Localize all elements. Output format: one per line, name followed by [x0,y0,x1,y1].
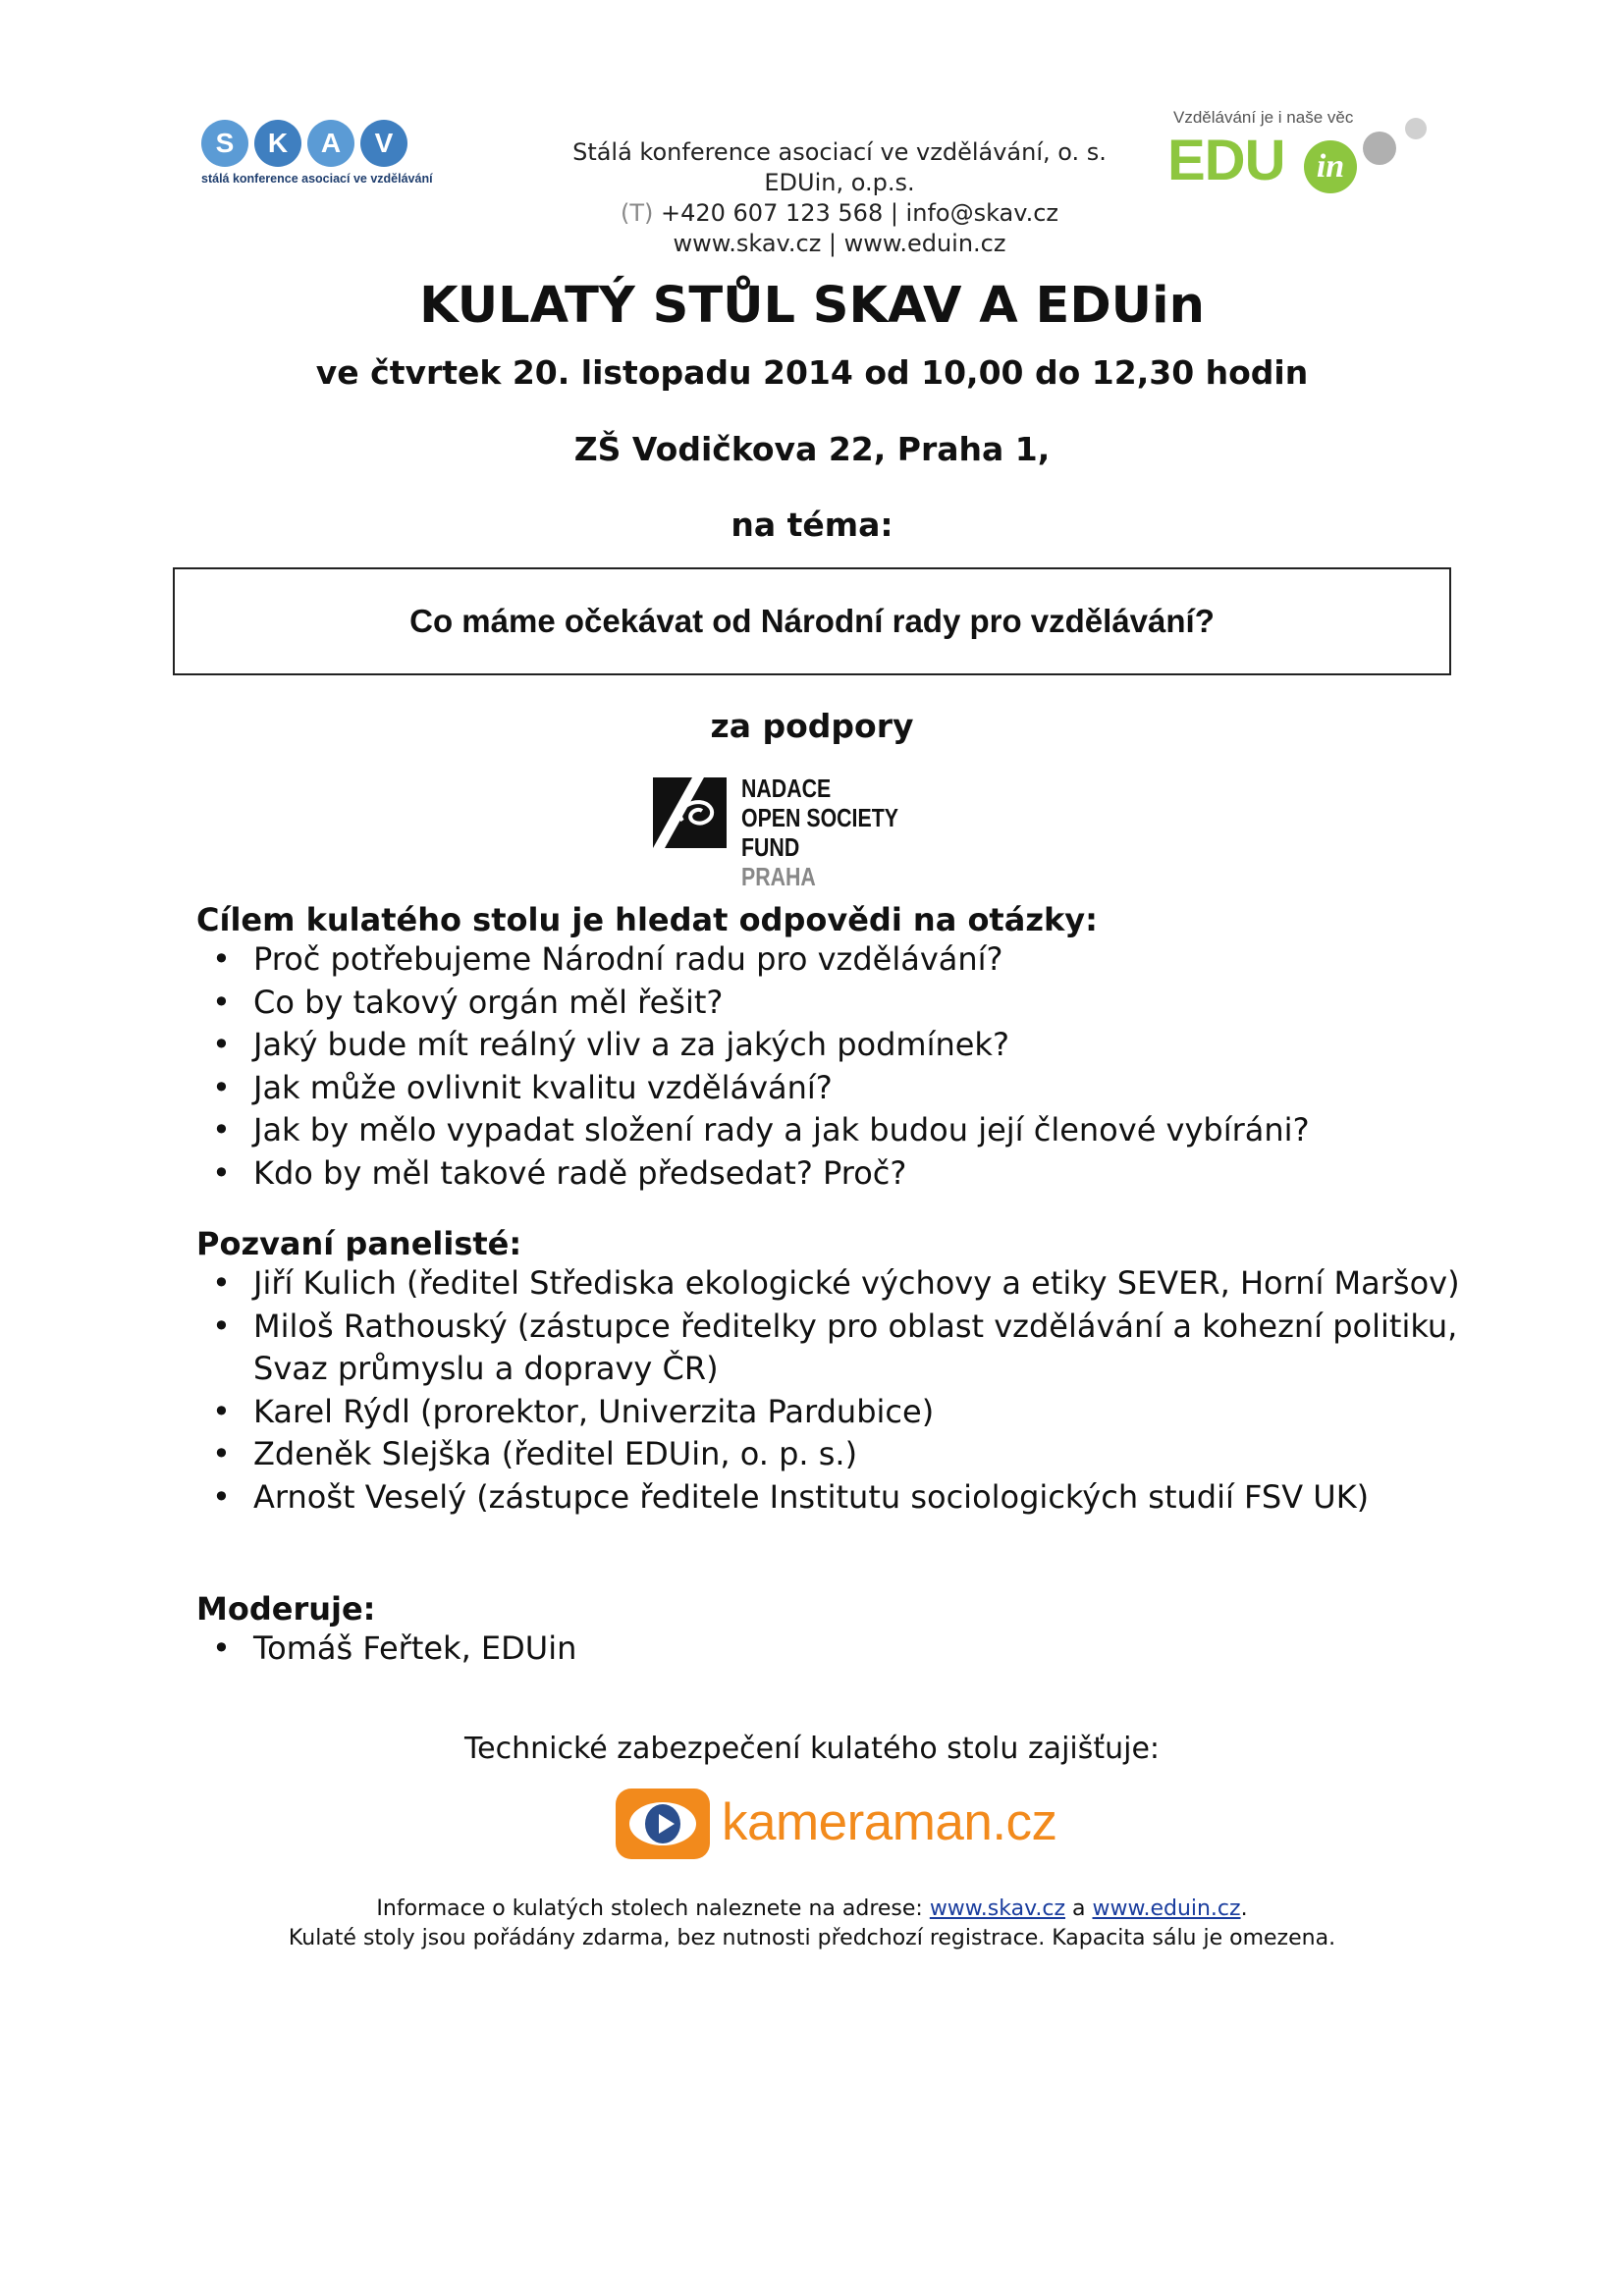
kameraman-wordmark: kameraman.cz [722,1793,1057,1851]
osf-line-praha: PRAHA [741,862,816,891]
osf-line-osf: OPEN SOCIETY FUND [741,803,898,862]
skav-letter-a: A [307,120,354,167]
org-line-eduin: EDUin, o.p.s. [764,169,915,196]
list-item: • Arnošt Veselý (zástupce ředitele Institutu sociologických studií FSV UK) [196,1476,1473,1520]
osf-text [741,774,958,891]
organization-contact [511,137,1168,259]
osf-logo [653,774,1006,891]
event-place: ZŠ Vodičkova 22, Praha 1, [573,430,1051,468]
goals-heading: Cílem kulatého stolu je hledat odpovědi na otázky: [196,901,1098,938]
skav-link[interactable]: www.skav.cz [929,1896,1066,1921]
skav-letter-s: S [201,120,248,167]
footer-conj: a [1065,1896,1093,1921]
phone-email: +420 607 123 568 | info@skav.cz [660,199,1059,227]
osf-mark-icon [653,777,727,848]
footer-info-prefix: Informace o kulatých stolech naleznete na adrese: [376,1896,930,1921]
skav-tagline: stálá konference asociací ve vzdělávání [201,172,433,186]
footer-end: . [1240,1896,1248,1921]
websites-line: www.skav.cz | www.eduin.cz [673,230,1006,257]
org-line-skav: Stálá konference asociací ve vzdělávání, o. s. [572,138,1107,166]
topic-label: na téma: [731,506,893,544]
osf-line-nadace: NADACE [741,774,832,803]
phone-line [511,198,1168,229]
event-date: ve čtvrtek 20. listopadu 2014 od 10,00 do 12,30 hodin [315,353,1309,392]
eduin-grey-dot-large [1363,132,1396,165]
moderator-heading: Moderuje: [196,1590,376,1628]
goals-section [196,901,1473,1195]
phone-prefix: (T) [620,199,654,227]
panelists-heading: Pozvaní panelisté: [196,1225,522,1262]
event-title: KULATÝ STŮL SKAV A EDUin [419,277,1205,335]
list-item: • Jak by mělo vypadat složení rady a jak budou její členové vybíráni? [196,1109,1473,1152]
list-item: • Karel Rýdl (prorektor, Univerzita Pardubice) [196,1391,1473,1434]
topic-box [173,567,1451,675]
skav-letter-k: K [254,120,301,167]
osf-swirl-icon [653,777,727,848]
footer-info [0,1896,1624,1921]
list-item: • Jiří Kulich (ředitel Střediska ekologické výchovy a etiky SEVER, Horní Maršov) [196,1262,1473,1306]
support-label: za podpory [710,707,914,745]
kameraman-eye-icon [616,1789,710,1859]
list-item: • Proč potřebujeme Národní radu pro vzdělávání? [196,938,1473,982]
list-item: • Jaký bude mít reálný vliv a za jakých podmínek? [196,1024,1473,1067]
topic-text: Co máme očekávat od Národní rady pro vzdělávání? [409,603,1215,639]
eduin-grey-dot-small [1405,118,1427,139]
skav-letter-v: V [360,120,407,167]
eduin-logo [1164,108,1448,196]
kameraman-logo [616,1789,1067,1865]
play-icon [659,1814,675,1834]
goals-list [196,938,1473,1195]
panelists-section [196,1225,1473,1519]
list-item: • Zdeněk Slejška (ředitel EDUin, o. p. s.) [196,1433,1473,1476]
list-item: • Tomáš Feřtek, EDUin [196,1628,1473,1671]
technical-support-label: Technické zabezpečení kulatého stolu zajišťuje: [463,1732,1161,1766]
footer-note: Kulaté stoly jsou pořádány zdarma, bez nutnosti předchozí registrace. Kapacita sálu je omezena. [288,1926,1336,1950]
moderator-section [196,1590,1473,1671]
list-item: • Co by takový orgán měl řešit? [196,982,1473,1025]
skav-logo [201,120,476,196]
list-item: • Miloš Rathouský (zástupce ředitelky pro oblast vzdělávání a kohezní politiku, Svaz průmyslu a dopravy ČR) [196,1306,1473,1391]
eduin-wordmark: EDU [1167,129,1285,192]
eduin-tagline: Vzdělávání je i naše věc [1173,108,1354,127]
panelists-list [196,1262,1473,1519]
list-item: • Jak může ovlivnit kvalitu vzdělávání? [196,1067,1473,1110]
eduin-in-badge: in [1304,140,1357,193]
skav-logo-circles [201,120,476,167]
moderator-list [196,1628,1473,1671]
eduin-link[interactable]: www.eduin.cz [1092,1896,1241,1921]
list-item: • Kdo by měl takové radě předsedat? Proč? [196,1152,1473,1196]
